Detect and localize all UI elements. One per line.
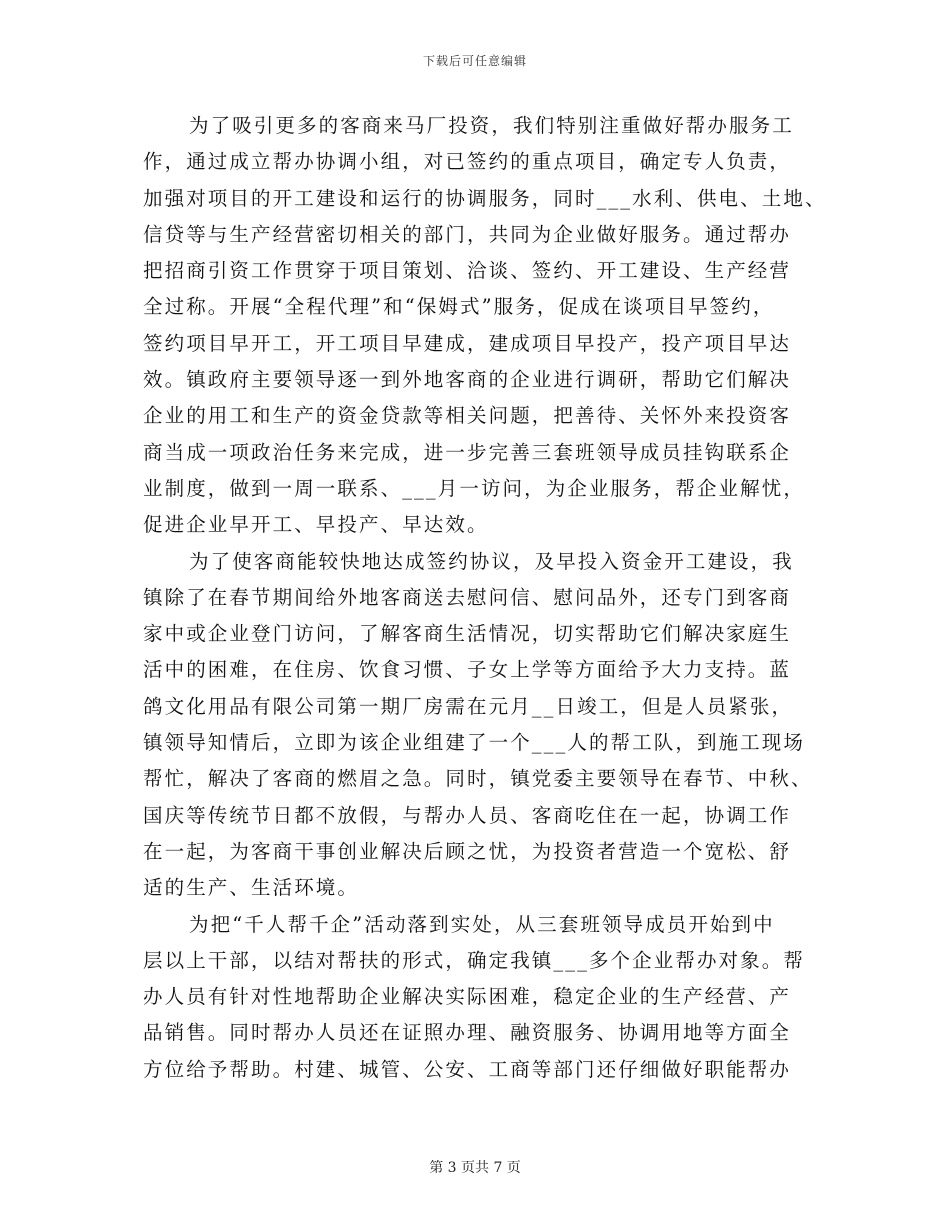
text-line: 为了使客商能较快地达成签约协议，及早投入资金开工建设，我 bbox=[189, 549, 794, 573]
text-line: 全过称。开展“全程代理”和“保姆式”服务，促成在谈项目早签约， bbox=[143, 295, 775, 319]
text-line: 信贷等与生产经营密切相关的部门，共同为企业做好服务。通过帮办 bbox=[143, 222, 792, 246]
text-line: 为了吸引更多的客商来马厂投资，我们特别注重做好帮办服务工 bbox=[189, 114, 794, 137]
text-line: 方位给予帮助。村建、城管、公安、工商等部门还仔细做好职能帮办 bbox=[143, 1057, 792, 1081]
text-line: 适的生产、生活环境。 bbox=[143, 876, 360, 900]
text-line: 帮忙，解决了客商的燃眉之急。同时，镇党委主要领导在春节、中秋、 bbox=[143, 767, 813, 791]
text-line: 层以上干部，以结对帮扶的形式，确定我镇___多个企业帮办对象。帮 bbox=[143, 948, 805, 972]
text-line: 镇领导知情后，立即为该企业组建了一个___人的帮工队，到施工现场 bbox=[143, 731, 805, 755]
text-line: 效。镇政府主要领导逐一到外地客商的企业进行调研，帮助它们解决 bbox=[143, 368, 792, 392]
text-line: 加强对项目的开工建设和运行的协调服务，同时___水利、供电、土地、 bbox=[143, 186, 827, 210]
text-line: 作，通过成立帮办协调小组，对已签约的重点项目，确定专人负责， bbox=[143, 150, 792, 174]
text-line: 促进企业早开工、早投产、早达效。 bbox=[143, 513, 489, 537]
paragraph-2 bbox=[143, 544, 821, 907]
paragraph-3 bbox=[143, 907, 821, 1088]
text-line: 家中或企业登门访问，了解客商生活情况，切实帮助它们解决家庭生 bbox=[143, 622, 792, 646]
text-line: 国庆等传统节日都不放假，与帮办人员、客商吃住在一起，协调工作 bbox=[143, 803, 792, 827]
paragraph-1 bbox=[143, 108, 827, 544]
text-line: 商当成一项政治任务来完成，进一步完善三套班领导成员挂钩联系企 bbox=[143, 440, 792, 464]
text-line: 鸽文化用品有限公司第一期厂房需在元月__日竣工，但是人员紧张， bbox=[143, 694, 794, 718]
text-line: 把招商引资工作贯穿于项目策划、洽谈、签约、开工建设、生产经营 bbox=[143, 259, 792, 283]
document-body bbox=[143, 108, 827, 1088]
text-line: 品销售。同时帮办人员还在证照办理、融资服务、协调用地等方面全 bbox=[143, 1021, 792, 1045]
text-line: 为把“千人帮千企”活动落到实处，从三套班领导成员开始到中 bbox=[189, 912, 775, 936]
text-line: 在一起，为客商干事创业解决后顾之忧，为投资者营造一个宽松、舒 bbox=[143, 839, 792, 863]
text-line: 办人员有针对性地帮助企业解决实际困难，稳定企业的生产经营、产 bbox=[143, 985, 792, 1009]
text-line: 签约项目早开工，开工项目早建成，建成项目早投产，投产项目早达 bbox=[143, 331, 792, 355]
page-footer: 第 3 页共 7 页 bbox=[429, 1160, 521, 1176]
page-header: 下载后可任意编辑 bbox=[422, 54, 527, 68]
text-line: 活中的困难，在住房、饮食习惯、子女上学等方面给予大力支持。蓝 bbox=[143, 658, 792, 682]
text-line: 企业的用工和生产的资金贷款等相关问题，把善待、关怀外来投资客 bbox=[143, 404, 792, 428]
text-line: 业制度，做到一周一联系、___月一访问，为企业服务，帮企业解忧， bbox=[143, 476, 805, 500]
text-line: 镇除了在春节期间给外地客商送去慰问信、慰问品外，还专门到客商 bbox=[143, 585, 792, 609]
